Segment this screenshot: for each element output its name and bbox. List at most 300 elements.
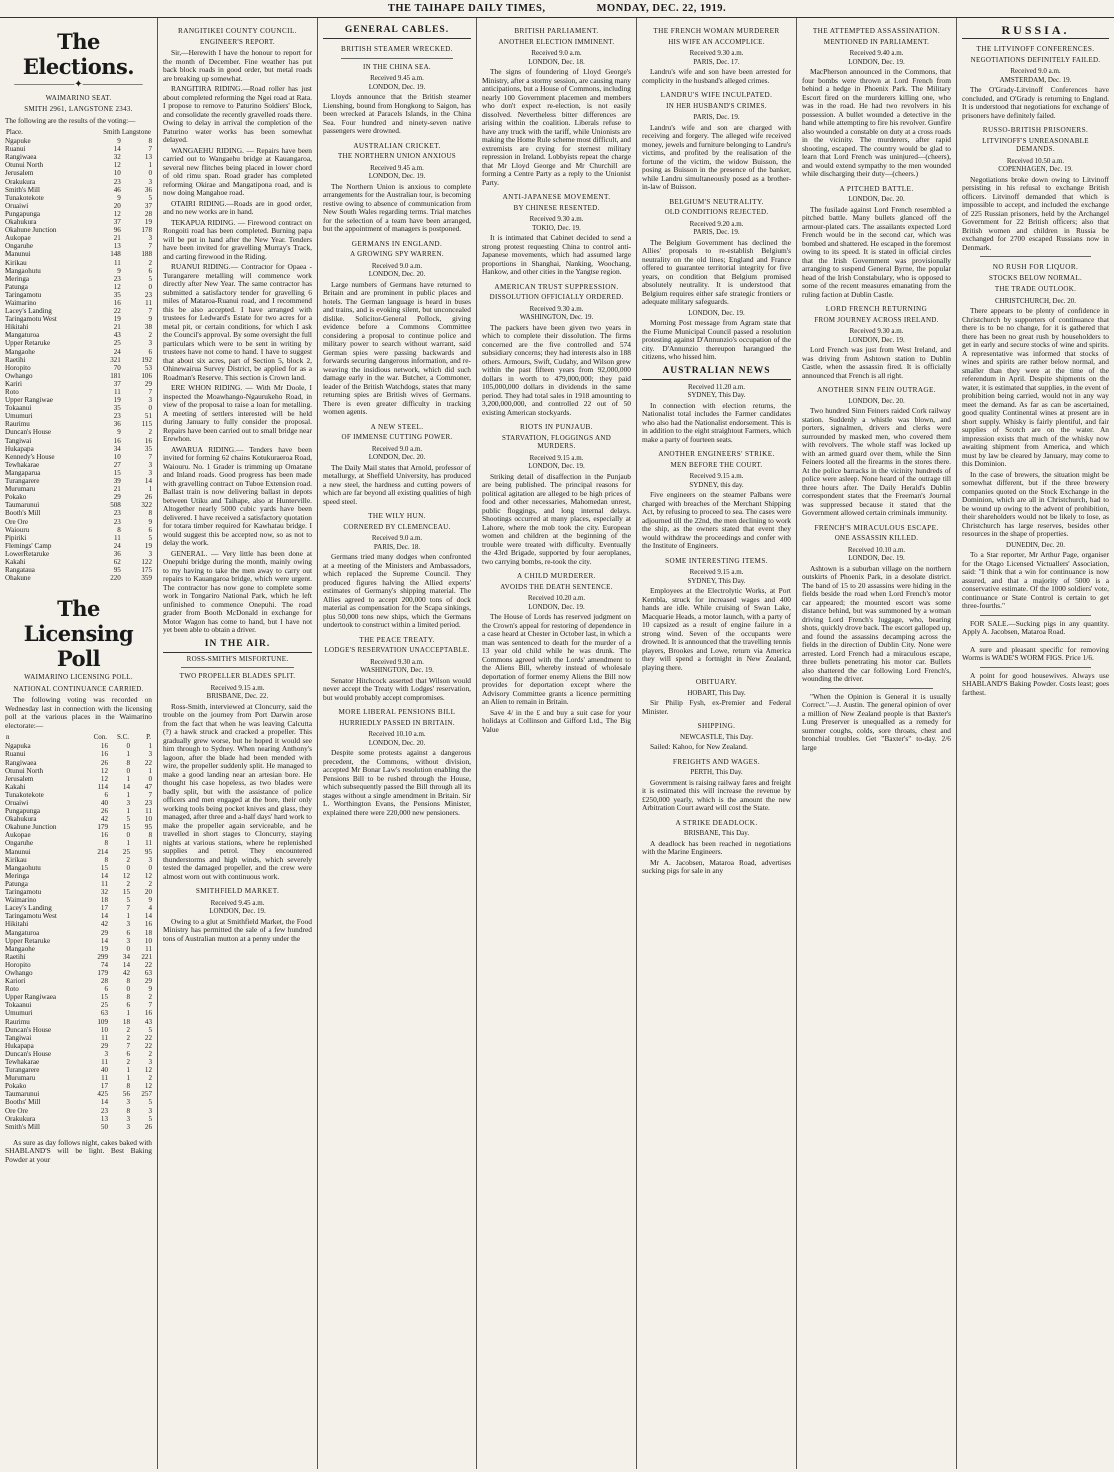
election-value-cell: 23	[113, 274, 121, 283]
election-value-cell: 148	[110, 250, 121, 259]
election-value-cell: 115	[141, 420, 152, 429]
licensing-row	[5, 791, 152, 799]
licensing-value-cell: 95	[144, 823, 152, 832]
election-value-cell: 23	[113, 509, 121, 518]
licensing-row	[5, 920, 152, 928]
s4-head: A NEW STEEL.	[370, 422, 424, 431]
licensing-value-cell: 23	[100, 1106, 108, 1115]
column-british-parliament	[477, 18, 637, 1469]
licensing-place-cell: Pungapunga	[5, 807, 41, 816]
election-value-cell: 19	[144, 218, 152, 227]
election-row	[5, 186, 152, 194]
licensing-place-cell: Mangaohutu	[5, 863, 41, 872]
air-place: BRISBANE, Dec. 22.	[206, 692, 269, 700]
election-place-cell: Waiouru	[5, 525, 30, 534]
election-place-cell: Hukapapa	[5, 444, 34, 453]
licensing-row	[5, 1034, 152, 1042]
election-row	[5, 380, 152, 388]
election-row	[5, 566, 152, 574]
election-value-cell: 3	[148, 234, 152, 243]
column-assassination	[797, 18, 957, 1469]
election-value-cell: 43	[113, 331, 121, 340]
election-value-cell: 178	[141, 226, 152, 235]
c5-s1-body: Landru's wife and son have been arrested for complicity in the husband's alleged crimes.	[642, 67, 791, 85]
election-value-cell: 3	[148, 177, 152, 186]
council-p1: Sir,—Herewith I have the honour to report for the month of December. Fine weather has put back block roads in good order, but metal roads are breaking up somewhat.	[163, 48, 312, 83]
air-received: Received 9.15 a.m.	[210, 683, 265, 692]
council-heading: RANGITIKEI COUNTY COUNCIL.	[178, 27, 297, 35]
election-place-cell: Tangiwai	[5, 436, 32, 445]
licensing-row	[5, 839, 152, 847]
c6-s5-place: LONDON, Dec. 19.	[848, 554, 905, 562]
election-value-cell: 24	[113, 541, 121, 550]
licensing-value-cell: 12	[144, 1066, 152, 1075]
licensing-value-cell: 2	[148, 1049, 152, 1058]
licensing-row	[5, 1042, 152, 1050]
c4-s3-body: The packers have been given two years in which to complete their dissolution. The firms concerned are the five controlled and 574 subsidiary concerns; they had interests also in 188 others. Armours, Swift, Cudahy, and Wilson grew within the past fifteen years from 92,000,000 dollars in worth to 479,000,000; they paid 105,000,000 dollars in dividends in the same period. They had total sales in 1918 amounting to 3,200,000,000, and controlled 22 out of 50 existing American stockyards.	[482, 322, 631, 417]
election-value-cell: 11	[145, 298, 152, 307]
election-value-cell: 106	[141, 371, 152, 380]
licensing-place-cell: Taumarunui	[5, 1090, 40, 1099]
c5-s3-head: BELGIUM'S NEUTRALITY.	[669, 197, 764, 206]
parl-heading: BRITISH PARLIAMENT.	[514, 27, 599, 35]
licensing-value-cell: 50	[100, 1122, 108, 1131]
licensing-value-cell: 34	[122, 952, 130, 961]
licensing-value-cell: 1	[126, 807, 130, 816]
election-value-cell: 37	[113, 218, 121, 227]
licensing-row	[5, 1123, 152, 1131]
s7-head: MORE LIBERAL PENSIONS BILL	[338, 708, 456, 716]
licensing-value-cell: 0	[126, 766, 130, 775]
licensing-place-cell: Manunui	[5, 847, 31, 856]
s3-place: LONDON, Dec. 20.	[368, 270, 426, 278]
election-value-cell: 28	[144, 209, 152, 218]
column-french-murderer	[637, 18, 797, 1469]
licensing-value-cell: 5	[148, 1098, 152, 1107]
licensing-value-cell: 8	[126, 1082, 130, 1091]
election-value-cell: 12	[113, 209, 121, 218]
s3-body: Large numbers of Germans have returned to Britain and are prominent in public places and hotels. The German language is heard in buses and trains, and is evoking silent, but unconcealed dislike. Solicitor-General Pollock, giving evidence before a Commons Committee considering a proposal to continue police and military power to search without warrant, said German spies were passing backwards and forwards securing dangerous information, and re-weaving the insidious network, which did such damage early in the war. Butcher, a Commoner, leader of the British Watchdogs, states that many returning spies are British wives of Germans. There is even greater difficulty in tracking women agents.	[323, 279, 471, 416]
election-value-cell: 7	[148, 145, 152, 154]
licensing-value-cell: 17	[100, 1082, 108, 1091]
c4-s2-head: ANTI-JAPANESE MOVEMENT.	[502, 193, 611, 201]
shipping-body: Sailed: Kahoo, for New Zealand.	[650, 742, 748, 751]
election-value-cell: 5	[148, 533, 152, 542]
election-row	[5, 161, 152, 169]
election-value-cell: 0	[148, 282, 152, 291]
election-row	[5, 234, 152, 242]
c4-s5-sub: AVOIDS THE DEATH SENTENCE.	[500, 582, 613, 591]
election-value-cell: 10	[113, 452, 121, 461]
council-p2: RANGITIRA RIDING.—Road roller has just about completed reforming the Ngei road at Rata. I propose to remove to Paturino Soldiers' Block, and consolidate the recently gravelled roads there. Owing to delay in arrival the completion of the Paturino water works has been somewhat delayed.	[163, 84, 312, 144]
licensing-value-cell: 26	[100, 807, 108, 816]
licensing-value-cell: 6	[126, 1049, 130, 1058]
c5-s5-body: Five engineers on the steamer Palbans were charged with breaches of the Merchant Shipping Act, by refusing to proceed to sea. The cases were adjourned till the 22nd, the men declining to work the ship, as the owners stated that event they would withdraw the proceedings and confer with the Institute of Engineers.	[642, 490, 791, 550]
election-place-cell: Mangaohutu	[5, 266, 41, 275]
election-value-cell: 51	[144, 412, 152, 421]
c4-s3-received: Received 9.30 a.m.	[529, 304, 584, 313]
obituary-body: Sir Philip Fysh, ex-Premier and Federal Minister.	[642, 698, 791, 716]
election-value-cell: 35	[113, 404, 121, 413]
s1-body: Lloyds announce that the British steamer Lienshing, bound from Hongkong to Saigon, has been wrecked at Paracels Islands, in the China Sea. Four hundred and ninety-seven native passengers were drowned.	[323, 92, 471, 135]
masthead-title: THE TAIHAPE DAILY TIMES,	[387, 3, 546, 14]
licensing-value-cell: 1	[126, 774, 130, 783]
election-row	[5, 574, 152, 582]
c4-s2-place: TOKIO, Dec. 19.	[532, 223, 581, 232]
c5-s6-received: Received 9.15 a.m.	[689, 568, 744, 576]
election-row	[5, 453, 152, 461]
election-value-cell: 2	[148, 428, 152, 437]
c5-s6-body: Employees at the Electrolytic Works, at Port Kembla, struck for increased wages and 400 hands are idle. While cruising of Swan Lake, Macquarie Heads, a motor launch, with a party of 10 capsized as a result of engine failure in a strong wind. Seven of the occupants were drowned. It is announced that the travelling tennis players, Brookes and Lowe, return via America they will spend a fortnight in New Zealand, playing there.	[642, 586, 791, 672]
licensing-place-cell: Smith's Mill	[5, 1122, 40, 1131]
licensing-value-cell: 28	[100, 977, 108, 986]
c7-s2-head: RUSSO-BRITISH PRISONERS.	[982, 126, 1089, 134]
licensing-value-cell: 1	[126, 790, 130, 799]
election-row	[5, 477, 152, 485]
c5-s4-place: SYDNEY, This Day.	[687, 391, 746, 399]
election-value-cell: 62	[113, 557, 121, 566]
c6-s5-head: FRENCH'S MIRACULOUS ESCAPE.	[814, 523, 939, 532]
election-value-cell: 0	[148, 404, 152, 413]
licensing-value-cell: 11	[145, 807, 152, 816]
licensing-value-cell: 3	[148, 1058, 152, 1066]
c6-s1-sub: MENTIONED IN PARLIAMENT.	[823, 37, 930, 46]
election-value-cell: 35	[113, 290, 121, 299]
c5-ad: Mr A. Jacobsen, Mataroa Road, advertises sucking pigs for sale in any	[642, 857, 791, 875]
election-row	[5, 534, 152, 542]
c4-s2-sub: BY CHINESE RESENTED.	[513, 203, 600, 212]
election-place-cell: Owhango	[5, 371, 33, 380]
licensing-value-cell: 10	[144, 815, 152, 824]
election-row	[5, 558, 152, 566]
licensing-row	[5, 977, 152, 985]
c6-s3-body: Lord French was just from West Ireland, and was driving from Ashtown station to Dublin Castle, when the assassin fired. It is officially announced that French is all right.	[802, 345, 951, 380]
election-place-cell: Ruanui	[5, 145, 26, 154]
s6-sub: LODGE'S RESERVATION UNACCEPTABLE.	[324, 646, 470, 654]
licensing-value-cell: 179	[97, 968, 108, 977]
c5-s1-received: Received 9.30 a.m.	[689, 49, 744, 57]
election-value-cell: 16	[113, 436, 121, 445]
licensing-value-cell: 20	[144, 888, 152, 897]
licensing-place-cell: Tangiwai	[5, 1033, 32, 1042]
licensing-value-cell: 7	[126, 1041, 130, 1050]
licensing-value-cell: 26	[144, 1122, 152, 1131]
election-value-cell: 39	[113, 477, 121, 486]
licensing-place-cell: Umumuri	[5, 1009, 33, 1018]
election-value-cell: 192	[141, 355, 152, 364]
election-row	[5, 275, 152, 283]
election-place-cell: LowerRetaruke	[5, 549, 50, 558]
licensing-row	[5, 872, 152, 880]
licensing-value-cell: 2	[126, 1033, 130, 1042]
election-place-cell: Pungapunga	[5, 209, 41, 218]
licensing-place-cell: Okahune Junction	[5, 823, 57, 832]
election-place-cell: Pipiriki	[5, 533, 27, 542]
election-place-cell: Kakahi	[5, 557, 26, 566]
election-value-cell: 37	[113, 379, 121, 388]
election-row	[5, 178, 152, 186]
licensing-row	[5, 831, 152, 839]
c5-s1-sub: HIS WIFE AN ACCOMPLICE.	[668, 37, 765, 46]
licensing-place-cell: Waimarino	[5, 896, 37, 905]
licensing-place-cell: Booths' Mill	[5, 1098, 41, 1107]
election-row	[5, 509, 152, 517]
s6-received: Received 9.30 a.m.	[370, 657, 424, 666]
licensing-value-cell: 8	[126, 758, 130, 767]
air-sub: ROSS-SMITH'S MISFORTUNE.	[186, 654, 289, 663]
licensing-value-cell: 6	[104, 790, 108, 799]
c7-s2-body: Negotiations broke down owing to Litvinoff persisting in his refusal to exchange British officers. Litvinoff demanded that which is impossible to accept, and included the exchange of 225 Russian prisoners, held by the Archangel Government for 22 British officers; also that British women and children in Russia be exchanged for 2700 escaped Russians now in Denmark.	[962, 174, 1109, 252]
c5-s4-body: In connection with election returns, the Nationalist total includes the Farmer candidates who also had the Nationalist endorsement. This is in addition to the eight straightout Farmers, which make a party of fourteen seats.	[642, 400, 791, 444]
russia-heading: RUSSIA.	[962, 25, 1109, 39]
election-value-cell: 5	[148, 274, 152, 283]
s1-place: LONDON, Dec. 19.	[368, 82, 426, 91]
c7-s3-place2: DUNEDIN, Dec. 20.	[1006, 540, 1065, 549]
election-place-cell: Mangaturoa	[5, 331, 40, 340]
c4-s4-received: Received 9.15 a.m.	[529, 453, 584, 462]
c7-s3-head: NO RUSH FOR LIQUOR.	[992, 263, 1079, 271]
licensing-value-cell: 2	[126, 879, 130, 888]
licensing-value-cell: 0	[126, 863, 130, 872]
licensing-row	[5, 1090, 152, 1098]
election-value-cell: 29	[144, 379, 152, 388]
election-place-cell: Umumuri	[5, 412, 33, 421]
strike-place: BRISBANE, This Day.	[683, 829, 750, 837]
c5-s3-sub: OLD CONDITIONS REJECTED.	[664, 208, 769, 216]
licensing-value-cell: 42	[100, 920, 108, 929]
licensing-value-cell: 14	[122, 960, 130, 969]
c5-s3-body: The Belgium Government has declined the Allies' proposals to re-establish Belgium's neutrality on the old lines; England and France offered to guarantee territorial integrity for five years, on condition that Belgium promised absolutely neutrality. It is understood that Belgium requires either safe strategic frontiers or adequate military safeguards.	[642, 237, 791, 306]
smithfield-place: LONDON, Dec. 19.	[209, 907, 266, 915]
licensing-intro: The following voting was recorded on Wednesday last in connection with the licensing poll at the various places in the Waimarino electorate:—	[5, 695, 152, 730]
c6-s3-head: LORD FRENCH RETURNING	[825, 305, 928, 313]
licensing-value-cell: 7	[148, 790, 152, 799]
licensing-value-cell: 8	[126, 993, 130, 1002]
c7-s3-body: There appears to be plenty of confidence in Christchurch by supporters of continuance that there is to be no change, for it is gathered that there has been no great rush by householders to get in early and secure stocks of wine and spirits. A representative was informed that stocks of wines and spirits are rather below normal, and smaller than they were at the time of the referendum in April. Despite shipments on the water, it is estimated that supplies, in the event of prohibition being carried, would not in any way meet the demand. As far as can be ascertained, good quality Continental wines at present are in short supply. Whisky is fairly plentiful, and fair supplies of Scotch are on the water. An impression exists that much of the whisky now awaiting shipment from America, and which must by law be cleared by January, may come to this Dominion.	[962, 306, 1109, 468]
licensing-place-cell: Hukapapa	[5, 1041, 34, 1050]
c4-s5-place: LONDON, Dec. 19.	[528, 602, 585, 611]
election-row	[5, 364, 152, 372]
s5-sub: CORNERED BY CLEMENCEAU.	[343, 522, 451, 531]
licensing-place-cell: Pokako	[5, 1082, 27, 1091]
c6-s4-head: ANOTHER SINN FEIN OUTRAGE.	[816, 386, 936, 394]
licensing-value-cell: 18	[100, 896, 108, 905]
election-row	[5, 437, 152, 445]
election-row	[5, 226, 152, 234]
election-row	[5, 412, 152, 420]
election-row	[5, 323, 152, 331]
licensing-value-cell: 10	[100, 1025, 108, 1034]
election-place-cell: Jerusalem	[5, 169, 34, 178]
election-place-cell: Tunakotekote	[5, 193, 44, 202]
column-elections	[0, 18, 158, 1469]
election-row	[5, 428, 152, 436]
licensing-value-cell: 3	[148, 855, 152, 864]
shipping-head: SHIPPING.	[697, 722, 736, 730]
election-value-cell: 3	[148, 468, 152, 477]
c5-s5-place: SYDNEY, this day.	[689, 480, 744, 489]
election-value-cell: 13	[113, 242, 121, 251]
election-value-cell: 20	[113, 201, 121, 210]
s7-place: LONDON, Dec. 20.	[368, 738, 426, 747]
licensing-row	[5, 985, 152, 993]
election-value-cell: 9	[117, 193, 121, 202]
licensing-place-cell: Ongaruhe	[5, 839, 33, 848]
licensing-value-cell: 22	[144, 1033, 152, 1042]
licensing-value-cell: 5	[148, 1114, 152, 1123]
licensing-value-cell: 5	[126, 815, 130, 824]
s1-received: Received 9.45 a.m.	[370, 74, 424, 82]
licensing-value-cell: 0	[126, 985, 130, 994]
election-value-cell: 36	[144, 185, 152, 194]
licensing-row	[5, 1058, 152, 1066]
election-row	[5, 137, 152, 145]
election-row	[5, 153, 152, 161]
election-value-cell: 8	[148, 509, 152, 518]
licensing-value-cell: 12	[144, 1082, 152, 1091]
election-value-cell: 8	[148, 137, 152, 146]
election-value-cell: 24	[113, 347, 121, 356]
strike-head: A STRIKE DEADLOCK.	[675, 818, 758, 827]
licensing-row	[5, 888, 152, 896]
election-value-cell: 27	[113, 460, 121, 469]
licensing-value-cell: 6	[104, 985, 108, 994]
licensing-value-cell: 3	[126, 799, 130, 807]
licensing-value-cell: 2	[148, 879, 152, 888]
licensing-place-cell: Duncan's House	[5, 1049, 51, 1058]
election-value-cell: 37	[144, 201, 152, 210]
election-place-cell: Manunui	[5, 250, 31, 259]
licensing-value-cell: 14	[100, 912, 108, 921]
licensing-place-cell: Rangiwaea	[5, 758, 37, 767]
licensing-place-cell: Raetihi	[5, 952, 26, 961]
licensing-value-cell: 179	[97, 823, 108, 832]
election-value-cell: 10	[113, 169, 121, 178]
c4-s5-body: The House of Lords has reserved judgment on the Crown's appeal for restoring of dependence in a case heard at Chester in October last, in which a man was sentenced to death for the murder of a 13 year old child while he was drunk. The Commons agreed with the Lords' amendment to the Aliens Bill, whereby instead of wholesale deportation of former enemy Aliens the Bill now provides for deportation except where the Advisory Committee grants a licence permitting an Alien to remain in Britain.	[482, 612, 631, 706]
election-place-cell: Ore Ore	[5, 517, 29, 526]
election-row	[5, 242, 152, 250]
licensing-place-cell: Aukopae	[5, 831, 31, 840]
election-value-cell: 2	[148, 331, 152, 340]
c7-s2-received: Received 10.50 a.m.	[1006, 156, 1065, 165]
licensing-place-cell: Upper Retaruke	[5, 936, 51, 945]
c4-s3-sub: DISSOLUTION OFFICIALLY ORDERED.	[489, 293, 624, 301]
election-place-cell: Booth's Mill	[5, 509, 41, 518]
election-row	[5, 202, 152, 210]
election-row	[5, 194, 152, 202]
election-value-cell: 35	[144, 444, 152, 453]
air-sub2: TWO PROPELLER BLADES SPLIT.	[179, 672, 296, 680]
licensing-row	[5, 742, 152, 750]
licensing-value-cell: 12	[122, 871, 130, 880]
c5-heading: THE FRENCH WOMAN MURDERER	[653, 27, 780, 35]
col1-ad: As sure as day follows night, cakes baked with SHABLAND'S will be light. Best Baking Powder at your	[5, 1137, 152, 1164]
licensing-row	[5, 912, 152, 920]
election-row	[5, 485, 152, 493]
election-value-cell: 3	[148, 549, 152, 558]
licensing-value-cell: 0	[126, 831, 130, 840]
election-place-cell: Orakukura	[5, 177, 36, 186]
election-row	[5, 445, 152, 453]
licensing-value-cell: 63	[144, 968, 152, 977]
freights-body: Government is raising railway fares and freight it is estimated this will increase the revenue by £250,000 yearly, which is the amount the new Arbitration Court award will cost the State.	[642, 777, 791, 812]
licensing-row	[5, 864, 152, 872]
c4-s4-place: LONDON, Dec. 19.	[528, 462, 585, 470]
licensing-header-cell: S.C.	[116, 733, 129, 742]
licensing-row	[5, 945, 152, 953]
c5-s2-head: LANDRU'S WIFE INCULPATED.	[660, 91, 773, 99]
council-p6: RUANUI RIDING.— Contractor for Opaea - Turangarere metalling will commence work directly after New Year. The same contractor has submitted a satisfactory tender for gravelling 6 miles of Mataroa-Ruanui road, and I recommend this be also accepted. I have arranged with trustees for Ledward's Estate for two acres for a metal pit, or certain conditions, for which I ask the Council's approval. By some oversight the full particulars which were to be sent in writing by trustees have not come to hand. I have to suggest that about six acres, part of Section 5, block 2, Ohinewairua Survey District, be applied for as a Roadman's Reserve. This section is Crown land.	[163, 262, 312, 382]
licensing-value-cell: 5	[126, 896, 130, 905]
licensing-value-cell: 0	[148, 774, 152, 783]
licensing-value-cell: 8	[148, 831, 152, 840]
election-row	[5, 169, 152, 177]
election-value-cell: 2	[148, 258, 152, 267]
licensing-value-cell: 1	[148, 766, 152, 775]
licensing-row	[5, 953, 152, 961]
licensing-place-cell: Lacey's Landing	[5, 904, 52, 913]
licensing-value-cell: 11	[101, 1058, 108, 1066]
election-value-cell: 11	[113, 388, 121, 396]
licensing-place-cell: Tunakotekote	[5, 790, 44, 799]
election-row	[5, 250, 152, 258]
election-value-cell: 19	[144, 541, 152, 550]
election-value-cell: 7	[148, 307, 152, 316]
licensing-value-cell: 6	[126, 1001, 130, 1010]
s3-sub: A GROWING SPY WARREN.	[350, 250, 444, 258]
election-place-cell: Kirikau	[5, 258, 27, 267]
licensing-row	[5, 961, 152, 969]
c7-s1-place: AMSTERDAM, Dec. 19.	[999, 75, 1072, 84]
licensing-value-cell: 14	[100, 871, 108, 880]
s7-received: Received 10.10 a.m.	[368, 730, 426, 738]
election-row	[5, 315, 152, 323]
c7-s1-head: THE LITVINOFF CONFERENCES.	[976, 45, 1095, 53]
licensing-row	[5, 823, 152, 831]
c5-s3-place2: LONDON, Dec. 19.	[688, 308, 745, 317]
election-place-cell: Duncan's House	[5, 428, 51, 437]
licensing-value-cell: 95	[144, 847, 152, 856]
c7-s3-body3: To a Star reporter, Mr Arthur Page, organiser for the Otago Licensed Victuallers' Association, said: "I think that a win for continuance is now assured, and that a majority of 5000 is a conservative estimate. Of the 1000 soldiers' vote, continuance or State Control is certain to get three-fourths."	[962, 550, 1109, 610]
licensing-results-table	[5, 732, 152, 1131]
election-row	[5, 218, 152, 226]
licensing-place-cell: Owhango	[5, 968, 33, 977]
election-row	[5, 259, 152, 267]
c7-s3-sub2: THE TRADE OUTLOOK.	[994, 285, 1077, 293]
council-p8: AWARUA RIDING.— Tenders have been invited for forming 62 chains Kotukuraeroa Road, Waiouru. No. 1 Grader is trimming up Omatane and Inland roads. Good progress has been made with gravelling contract on Tuboe Extension road. Ballast train is now delivering ballast in depots between Utiku and Taihape, also at Hunterville. Altogether nearly 5000 cubic yards have been delivered. I have received a satisfactory quotation for totara timber required for Kawhatau bridge. I would suggest this be accepted now, so as not to delay the work.	[163, 444, 312, 547]
election-value-cell: 21	[113, 485, 121, 494]
masthead	[0, 0, 1114, 18]
election-value-cell: 9	[117, 266, 121, 275]
licensing-value-cell: 2	[126, 1025, 130, 1034]
licensing-row	[5, 1066, 152, 1074]
election-value-cell: 6	[148, 266, 152, 275]
licensing-value-cell: 11	[101, 879, 108, 888]
election-value-cell: 16	[113, 298, 121, 307]
election-row	[5, 307, 152, 315]
licensing-value-cell: 22	[144, 1041, 152, 1050]
licensing-row	[5, 783, 152, 791]
parl-received: Received 9.0 a.m.	[531, 49, 582, 57]
licensing-row	[5, 1050, 152, 1058]
council-p5: TEKAPUA RIDING. — Firewood contract on Rongoiti road has been completed. Burning papa will be put in hand after the New Year. Tenders have been invited for gravelling Murray's Track, and carting firewood in the Riding.	[163, 217, 312, 261]
council-p3: WANGAEHU RIDING. — Repairs have been carried out to Wangaehu bridge at Kauangaroa, several new flitches being placed in lower chord of old rimu span. Road grader has completed reforming Okirae and Mangatipona road, and is now doing Mangahoe road.	[163, 145, 312, 197]
election-value-cell: 322	[141, 501, 152, 510]
s6-head: THE PEACE TREATY.	[359, 635, 435, 644]
election-value-cell: 36	[113, 549, 121, 558]
cables-heading: GENERAL CABLES.	[323, 25, 471, 39]
s4-body: The Daily Mail states that Arnold, professor of metallurgy, at Sheffield University, has produced a new steel, the hardness and cutting powers of which are far beyond all existing qualities of high speed steel.	[323, 462, 471, 506]
